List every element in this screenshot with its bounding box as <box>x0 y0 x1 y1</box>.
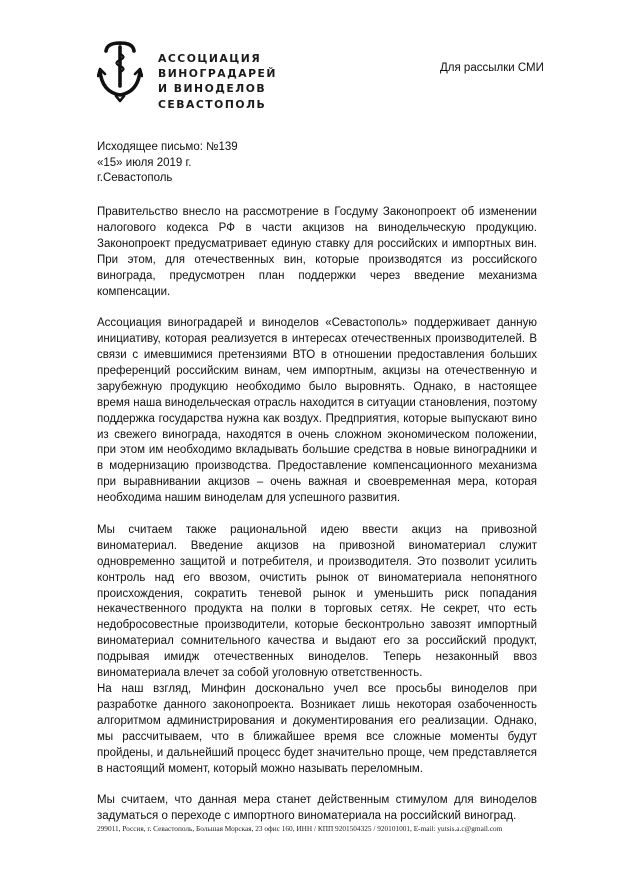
org-name-line: ВИНОГРАДАРЕЙ <box>158 67 277 81</box>
distribution-note: Для рассылки СМИ <box>440 62 544 74</box>
org-name-line: СЕВАСТОПОЛЬ <box>158 97 267 111</box>
letter-meta <box>97 140 238 187</box>
letter-date: «15» июля 2019 г. <box>97 156 192 169</box>
organization-name <box>158 51 277 112</box>
body-paragraph: На наш взгляд, Минфин досконально учел все просьбы виноделов при разработке данного законопроекта. Возникает лишь некоторая озабоченность алгоритмом администрирования и документирования его реализации. Однако, мы рассчитываем, что в ближайшее время все сложные моменты будут пройдены, и дальнейший процесс будет значительно проще, чем представляется в настоящий момент, который можно называть переломным. <box>97 682 537 775</box>
footer-contact-line: 299011, Россия, г. Севастополь, Большая Морская, 23 офис 160, ИНН / КПП 9201504325 / 920101001, E-mail: yutsis.a.c@gmail.com <box>97 824 503 833</box>
letter-city: г.Севастополь <box>97 172 173 184</box>
body-paragraph: Ассоциация виноградарей и виноделов «Севастополь» поддерживает данную инициативу, которая реализуется в интересах отечественных производителей. В связи с имевшимися претензиями ВТО в отношении предоставления больших преференций российским винам, чем импортным, акцизы на отечественную и зарубежную продукцию необходимо было выровнять. Однако, в настоящее время наша винодельческая отрасль находится в ситуации становления, поэтому поддержка государства нужна как воздух. Предприятия, которые выпускают вино из свежего винограда, находятся в очень сложном экономическом положении, при этом им необходимо вкладывать большие средства в новые виноградники и в модернизацию производства. Предоставление компенсационного механизма при выравнивании акцизов – очень важная и своевременная мера, которая необходима нашим виноделам для успешного развития. <box>97 317 537 505</box>
body-paragraph: Правительство внесло на рассмотрение в Госдуму Законопроект об изменении налогового кодекса РФ в части акцизов на винодельческую продукцию. Законопроект предусматривает единую ставку для российских и импортных вин. При этом, для отечественных вин, которые производятся из российского винограда, предусмотрен план поддержки через введение механизма компенсации. <box>97 206 537 298</box>
body-paragraph: Мы считаем также рациональной идею ввести акциз на привозной виноматериал. Введение акцизов на привозной виноматериал служит одновременно защитой и потребителя, и производителя. Это позволит усилить контроль над его ввозом, очистить рынок от виноматериала непонятного происхождения, сократить теневой рынок и уменьшить риск попадания некачественного продукта на полки в торговых сетях. Не секрет, что есть недобросовестные производители, которые бесконтрольно завозят импортный виноматериал сомнительного качества и выдают его за российский продукт, подрывая имидж отечественных виноделов. Теперь незаконный ввоз виноматериала влечет за собой уголовную ответственность. <box>97 523 537 680</box>
body-paragraph: Мы считаем, что данная мера станет действенным стимулом для виноделов задуматься о переходе с импортного виноматериала на российский виноград. <box>97 794 537 823</box>
org-name-line: АССОЦИАЦИЯ <box>158 52 262 65</box>
anchor-logo-icon <box>97 40 143 104</box>
outgoing-letter-number: Исходящее письмо: №139 <box>97 141 238 153</box>
org-name-line: И ВИНОДЕЛОВ <box>158 82 267 96</box>
letter-body <box>97 205 537 841</box>
